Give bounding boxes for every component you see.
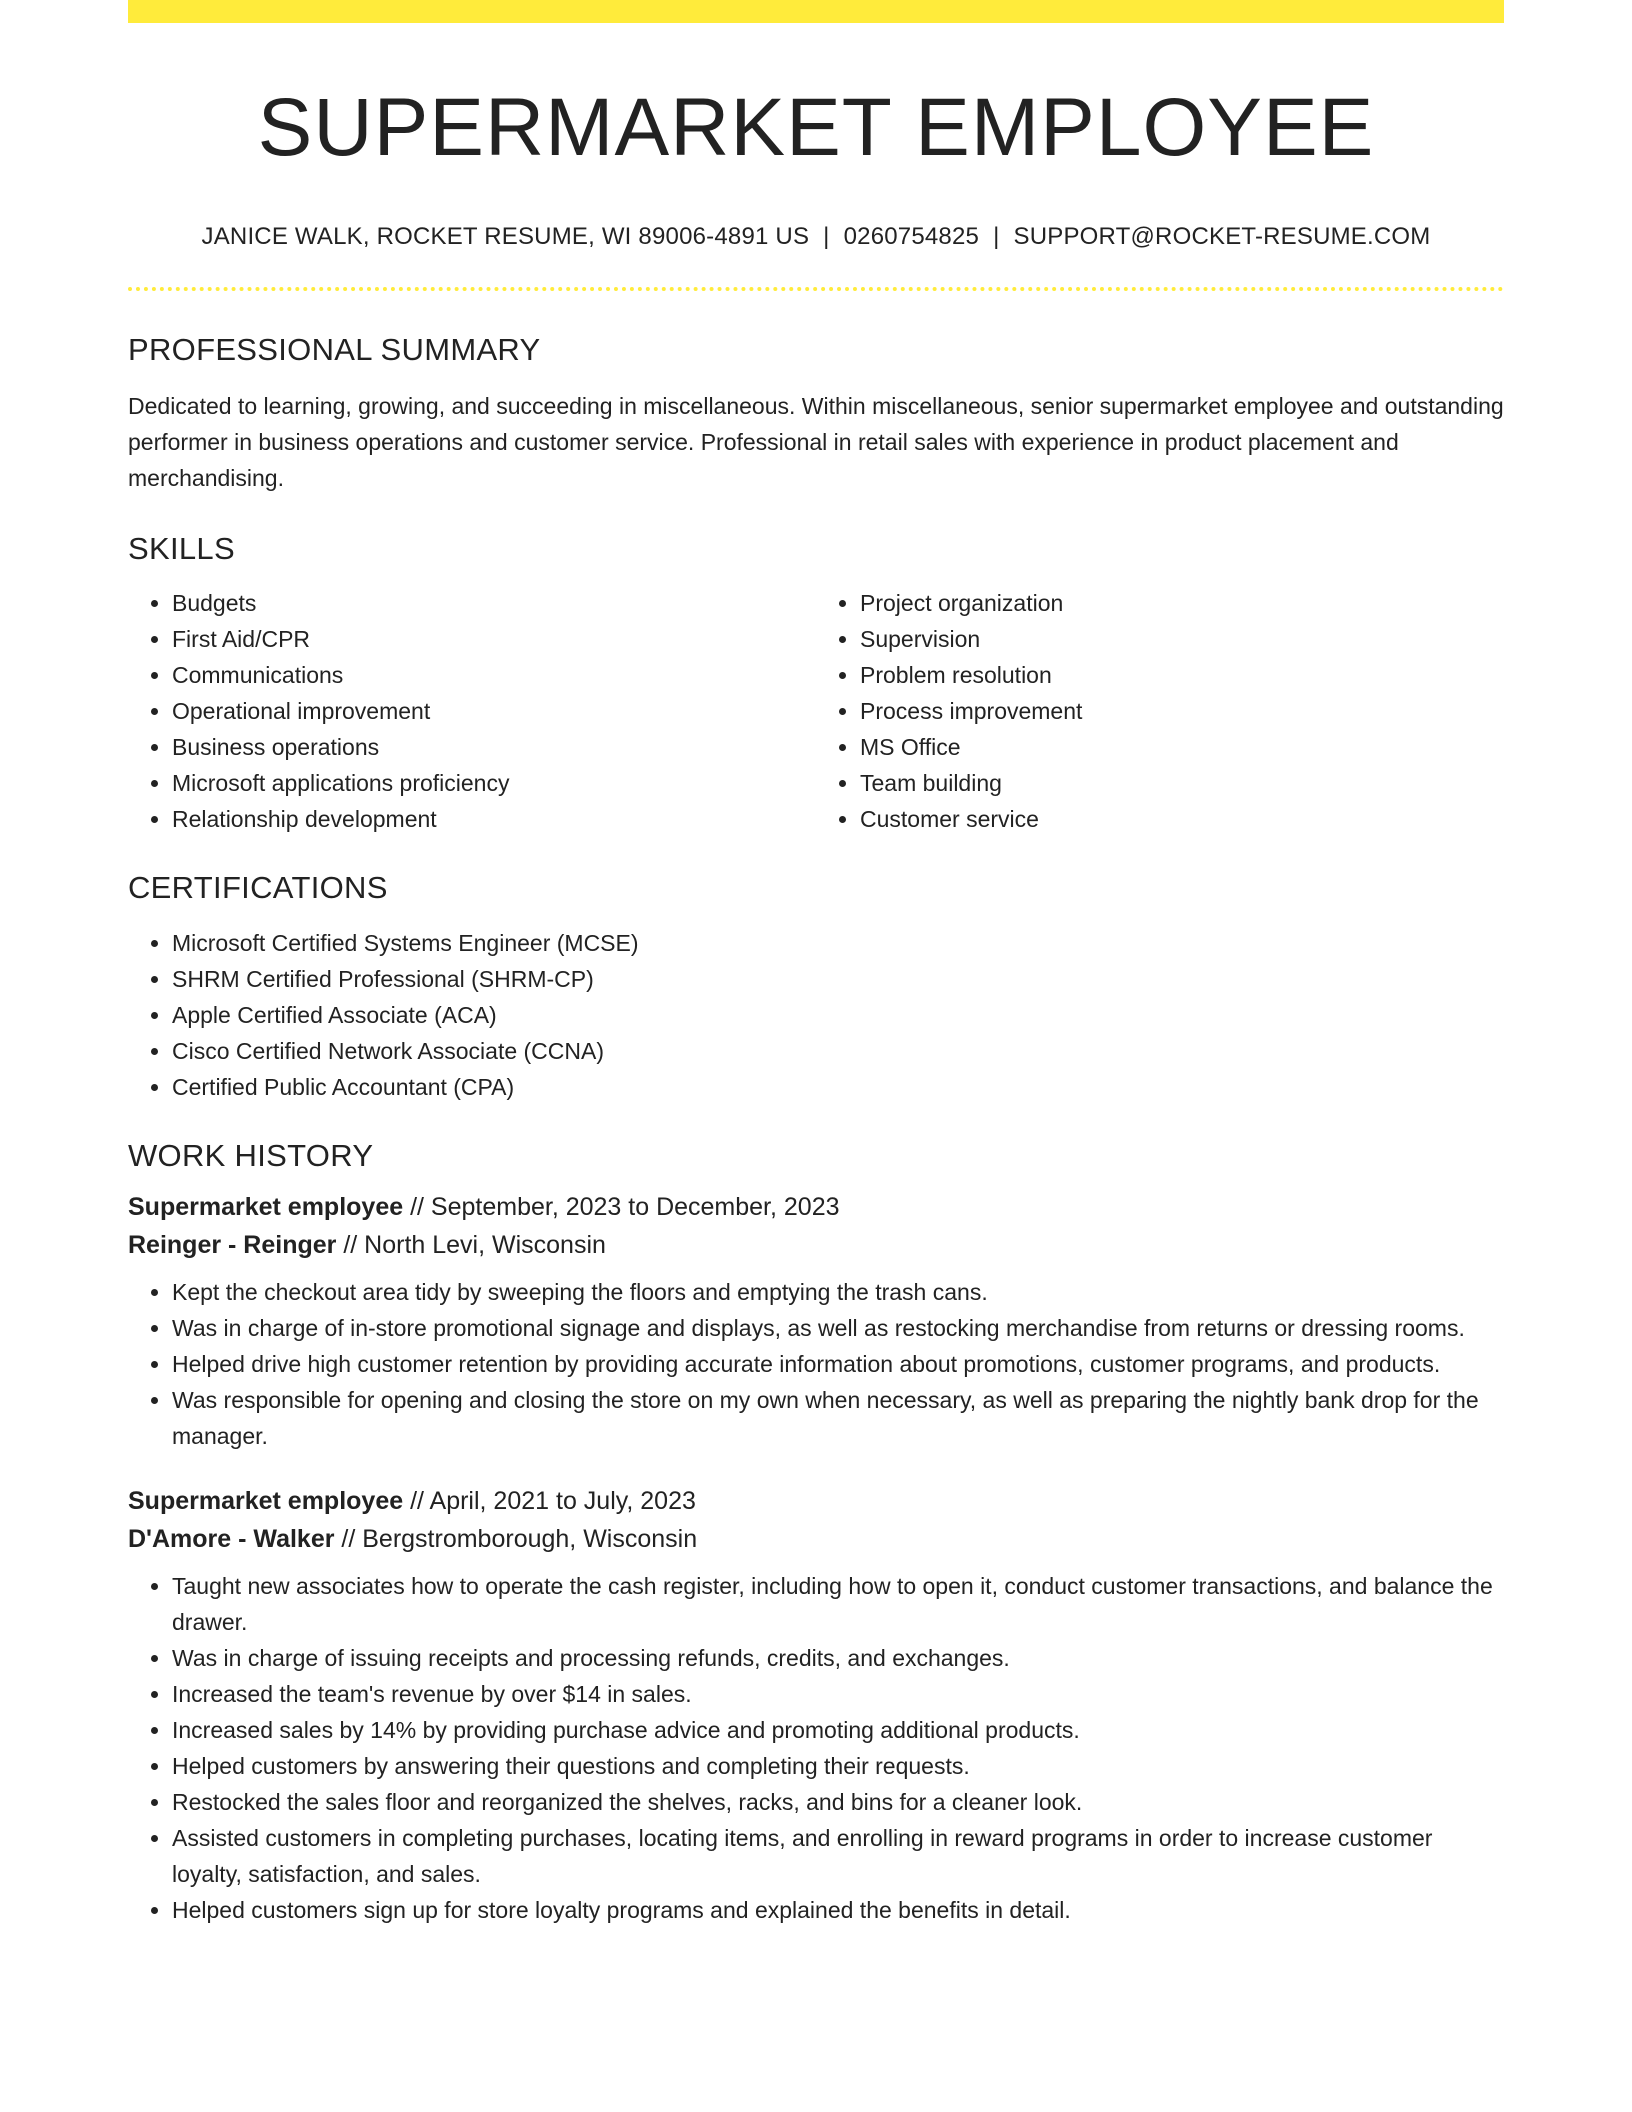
section-heading-summary: PROFESSIONAL SUMMARY xyxy=(128,332,541,367)
job-bullets xyxy=(128,1568,1504,1928)
job-bullet: • Increased the team's revenue by over $14 in sales. xyxy=(172,1676,1504,1712)
job-entry xyxy=(128,1482,1504,1928)
contact-line xyxy=(128,223,1504,251)
job-title-line xyxy=(128,1482,1504,1520)
skills-list-right xyxy=(816,585,1504,837)
job-entry xyxy=(128,1188,1504,1454)
summary-section xyxy=(128,331,1504,496)
skill-item: • Business operations xyxy=(172,729,816,765)
contact-phone: 0260754825 xyxy=(843,223,980,250)
jobs-list xyxy=(128,1188,1504,1928)
skill-item: • Team building xyxy=(860,765,1504,801)
job-dates: // September, 2023 to December, 2023 xyxy=(403,1192,840,1221)
resume-title: SUPERMARKET EMPLOYEE xyxy=(257,82,1375,173)
job-bullet: • Was in charge of issuing receipts and processing refunds, credits, and exchanges. xyxy=(172,1640,1504,1676)
contact-separator: | xyxy=(993,223,1000,250)
dotted-divider xyxy=(128,287,1504,291)
job-dates: // April, 2021 to July, 2023 xyxy=(403,1486,696,1515)
job-bullet: • Was in charge of in-store promotional signage and displays, as well as restocking merchandise from returns or dressing rooms. xyxy=(172,1310,1504,1346)
job-bullet: • Helped customers sign up for store loyalty programs and explained the benefits in detail. xyxy=(172,1892,1504,1928)
skill-item: • Problem resolution xyxy=(860,657,1504,693)
section-heading-certifications: CERTIFICATIONS xyxy=(128,870,388,906)
certification-item: • SHRM Certified Professional (SHRM-CP) xyxy=(172,961,1504,997)
job-role: Supermarket employee xyxy=(128,1192,404,1221)
section-heading-work-history: WORK HISTORY xyxy=(128,1137,374,1173)
skill-item: • Project organization xyxy=(860,585,1504,621)
certification-item: • Microsoft Certified Systems Engineer (MCSE) xyxy=(172,925,1504,961)
skills-list-left xyxy=(128,585,816,837)
skill-item: • First Aid/CPR xyxy=(172,621,816,657)
job-bullets xyxy=(128,1274,1504,1454)
job-bullet: • Kept the checkout area tidy by sweeping the floors and emptying the trash cans. xyxy=(172,1274,1504,1310)
contact-address: JANICE WALK, ROCKET RESUME, WI 89006-4891 US xyxy=(201,223,810,250)
job-bullet: • Helped customers by answering their questions and completing their requests. xyxy=(172,1748,1504,1784)
job-bullet: • Was responsible for opening and closing the store on my own when necessary, as well as preparing the nightly bank drop for the manager. xyxy=(172,1382,1504,1454)
skill-item: • Relationship development xyxy=(172,801,816,837)
job-location: // Bergstromborough, Wisconsin xyxy=(334,1524,698,1553)
job-company: Reinger - Reinger xyxy=(128,1230,337,1259)
skill-item: • Customer service xyxy=(860,801,1504,837)
contact-separator: | xyxy=(823,223,830,250)
job-bullet: • Increased sales by 14% by providing purchase advice and promoting additional products. xyxy=(172,1712,1504,1748)
skill-item: • Microsoft applications proficiency xyxy=(172,765,816,801)
certification-item: • Certified Public Accountant (CPA) xyxy=(172,1069,1504,1105)
certification-item: • Apple Certified Associate (ACA) xyxy=(172,997,1504,1033)
certification-item: • Cisco Certified Network Associate (CCNA) xyxy=(172,1033,1504,1069)
skill-item: • MS Office xyxy=(860,729,1504,765)
accent-top-bar xyxy=(128,0,1504,23)
resume-page xyxy=(128,0,1504,1956)
job-bullet: • Helped drive high customer retention by providing accurate information about promotions, customer programs, and products. xyxy=(172,1346,1504,1382)
certifications-list xyxy=(128,925,1504,1105)
job-bullet: • Restocked the sales floor and reorganized the shelves, racks, and bins for a cleaner look. xyxy=(172,1784,1504,1820)
job-bullet: • Assisted customers in completing purchases, locating items, and enrolling in reward programs in order to increase customer loyalty, satisfaction, and sales. xyxy=(172,1820,1504,1892)
skills-section xyxy=(128,530,1504,837)
skill-item: • Communications xyxy=(172,657,816,693)
job-bullet: • Taught new associates how to operate the cash register, including how to open it, conduct customer transactions, and balance the drawer. xyxy=(172,1568,1504,1640)
job-company-line xyxy=(128,1520,1504,1558)
skills-columns xyxy=(128,585,1504,837)
skill-item: • Operational improvement xyxy=(172,693,816,729)
job-company-line xyxy=(128,1226,1504,1264)
job-company: D'Amore - Walker xyxy=(128,1524,335,1553)
summary-text: Dedicated to learning, growing, and succeeding in miscellaneous. Within miscellaneous, senior supermarket employee and outstanding performer in business operations and customer service. Professional in retail sales with experience in product placement and merchandising. xyxy=(128,393,1504,492)
work-history-section xyxy=(128,1137,1504,1928)
job-location: // North Levi, Wisconsin xyxy=(336,1230,606,1259)
skill-item: • Budgets xyxy=(172,585,816,621)
job-role: Supermarket employee xyxy=(128,1486,404,1515)
skill-item: • Supervision xyxy=(860,621,1504,657)
skill-item: • Process improvement xyxy=(860,693,1504,729)
section-heading-skills: SKILLS xyxy=(128,531,235,567)
job-title-line xyxy=(128,1188,1504,1226)
certifications-section xyxy=(128,869,1504,1104)
contact-email[interactable]: SUPPORT@ROCKET-RESUME.COM xyxy=(1013,223,1431,250)
